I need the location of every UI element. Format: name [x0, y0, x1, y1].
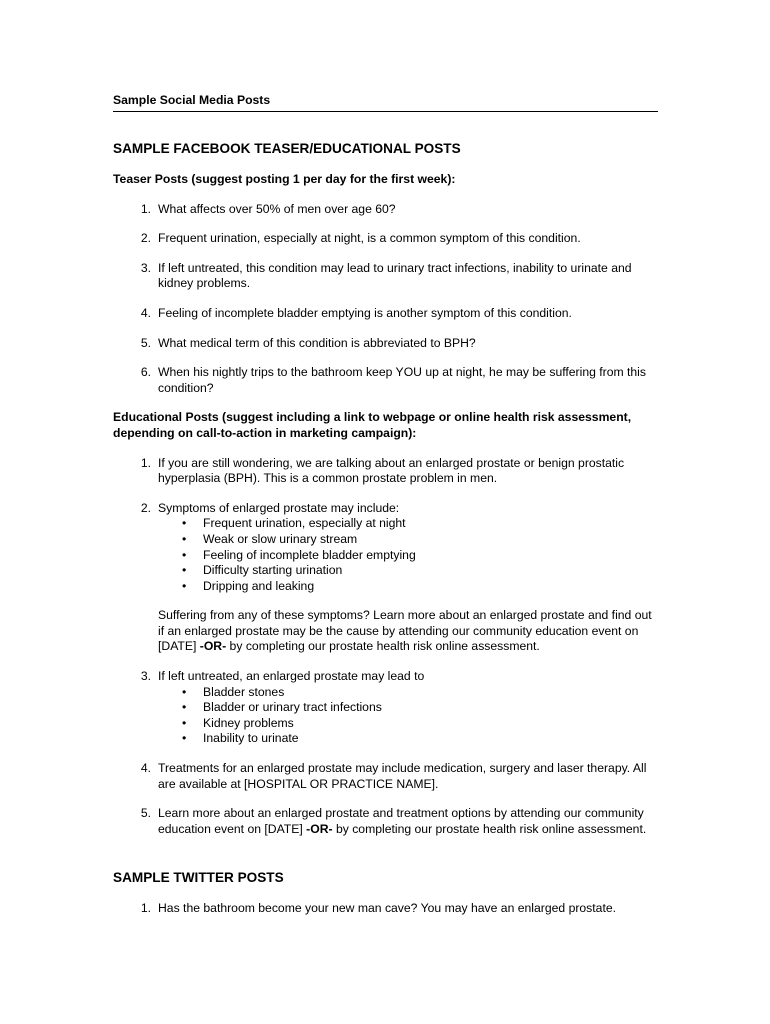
educational-list — [113, 456, 658, 838]
list-number: 5. — [140, 335, 151, 350]
bullet-item: • Dripping and leaking — [158, 579, 658, 595]
list-item: 6. When his nightly trips to the bathroom keep YOU up at night, he may be suffering from this condition? — [113, 365, 658, 396]
symptom-paragraph: Suffering from any of these symptoms? Learn more about an enlarged prostate and find out if an enlarged prostate may be the cause by attending our community education event on [DATE] -OR- by completing our prostate health risk online assessment. — [158, 608, 652, 654]
list-item: 4. Treatments for an enlarged prostate may include medication, surgery and laser therapy. All are available at [HOSPITAL OR PRACTICE NAME]. — [113, 761, 658, 792]
bullet-item: • Bladder or urinary tract infections — [158, 700, 658, 716]
list-number: 5. — [140, 806, 151, 821]
educational-heading: Educational Posts (suggest including a link to webpage or online health risk assessment, depending on call-to-action in marketing campaign): — [113, 410, 632, 440]
list-number: 2. — [140, 500, 151, 515]
list-item: 3. If left untreated, an enlarged prostate may lead to • Bladder stones • Bladder or urinary tract infections • Kidney problems • Inability to urinate — [113, 669, 658, 747]
complication-bullets — [158, 685, 658, 747]
list-number: 1. — [140, 901, 151, 916]
list-item: 5. What medical term of this condition is abbreviated to BPH? — [113, 336, 658, 352]
teaser-heading: Teaser Posts (suggest posting 1 per day for the first week): — [113, 172, 456, 186]
list-number: 6. — [140, 365, 151, 380]
document-content — [113, 140, 658, 917]
list-number: 2. — [140, 231, 151, 246]
teaser-list — [113, 202, 658, 397]
list-item: 2. Frequent urination, especially at night, is a common symptom of this condition. — [113, 231, 658, 247]
bullet-item: • Bladder stones — [158, 685, 658, 701]
list-number: 3. — [140, 260, 151, 275]
bullet-item: • Feeling of incomplete bladder emptying — [158, 548, 658, 564]
facebook-heading: SAMPLE FACEBOOK TEASER/EDUCATIONAL POSTS — [113, 141, 461, 156]
bullet-item: • Frequent urination, especially at night — [158, 516, 658, 532]
list-item: 1. What affects over 50% of men over age 60? — [113, 202, 658, 218]
list-item: 1. Has the bathroom become your new man cave? You may have an enlarged prostate. — [113, 901, 658, 917]
list-item: 1. If you are still wondering, we are talking about an enlarged prostate or benign prostatic hyperplasia (BPH). This is a common prostate problem in men. — [113, 456, 658, 487]
list-item: 2. Symptoms of enlarged prostate may include: • Frequent urination, especially at night • Weak or slow urinary stream • Feeling of incomplete bladder emptying • Difficulty starting urination • Dripping and leaking Suffering from any of these symptoms? Learn more about an enlarged prostate and find out if an enlarged prostate may be the cause by attending our community education event on [DATE] -OR- by completing our prostate health risk online assessment. — [113, 501, 658, 655]
list-number: 4. — [140, 761, 151, 776]
list-item: 5. Learn more about an enlarged prostate and treatment options by attending our community education event on [DATE] -OR- by completing our prostate health risk online assessment. — [113, 806, 658, 837]
symptom-bullets — [158, 516, 658, 594]
twitter-heading: SAMPLE TWITTER POSTS — [113, 870, 284, 886]
list-item: 4. Feeling of incomplete bladder emptying is another symptom of this condition. — [113, 306, 658, 322]
bullet-item: • Kidney problems — [158, 716, 658, 732]
list-number: 1. — [140, 455, 151, 470]
bullet-item: • Difficulty starting urination — [158, 563, 658, 579]
page-header: Sample Social Media Posts — [113, 93, 658, 112]
bullet-item: • Inability to urinate — [158, 731, 658, 747]
list-item: 3. If left untreated, this condition may lead to urinary tract infections, inability to urinate and kidney problems. — [113, 261, 658, 292]
list-number: 4. — [140, 305, 151, 320]
list-number: 1. — [140, 201, 151, 216]
list-number: 3. — [140, 669, 151, 684]
bullet-item: • Weak or slow urinary stream — [158, 532, 658, 548]
twitter-list — [113, 901, 658, 917]
